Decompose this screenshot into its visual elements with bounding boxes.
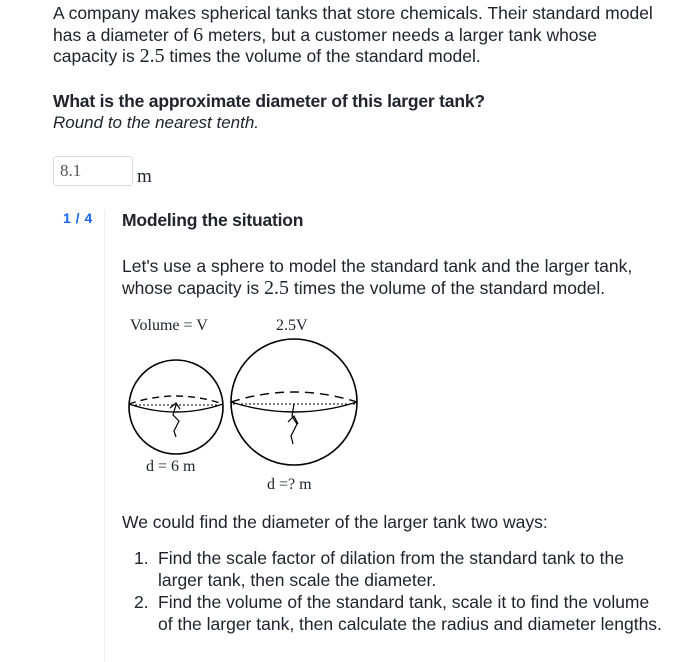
hint-factor: 2.5 — [264, 276, 290, 299]
small-sphere — [129, 360, 223, 454]
problem-text: meters, but a customer needs a larger tank whose capacity is — [53, 24, 598, 66]
steps-list — [122, 548, 662, 636]
small-diameter-label: d = 6 m — [146, 458, 196, 475]
problem-text: times the volume of the standard model. — [164, 46, 481, 66]
small-volume-label: Volume = V — [130, 317, 208, 334]
hint-step-counter: 1 / 4 — [63, 210, 93, 226]
large-sphere — [231, 339, 357, 465]
diameter-value: 6 — [193, 23, 204, 46]
list-item-text: Find the scale factor of dilation from the standard tank to the larger tank, then scale the diameter. — [158, 548, 624, 590]
list-item-number: 1. — [134, 548, 149, 568]
problem-text: A company makes spherical tanks that store chemicals. Their standard model has a diameter of — [53, 3, 653, 45]
list-item — [122, 548, 662, 591]
hint-title: Modeling the situation — [122, 210, 304, 230]
answer-unit: m — [137, 166, 152, 187]
list-item — [122, 592, 662, 635]
list-item-text: Find the volume of the standard tank, scale it to find the volume of the larger tank, then calculate the radius and diameter lengths. — [158, 592, 662, 634]
list-item-number: 2. — [134, 592, 149, 612]
large-diameter-label: d =? m — [267, 476, 312, 493]
ways-intro: We could find the diameter of the larger tank two ways: — [122, 512, 548, 532]
hint-text-part: Let's use a sphere to model the standard tank and the larger tank, whose capacity is — [122, 256, 633, 298]
question-text: What is the approximate diameter of this larger tank? — [53, 91, 485, 111]
round-instruction: Round to the nearest tenth. — [53, 113, 260, 132]
factor-value: 2.5 — [139, 45, 165, 67]
large-volume-label: 2.5V — [276, 317, 308, 334]
hint-text-part: times the volume of the standard model. — [289, 277, 606, 298]
